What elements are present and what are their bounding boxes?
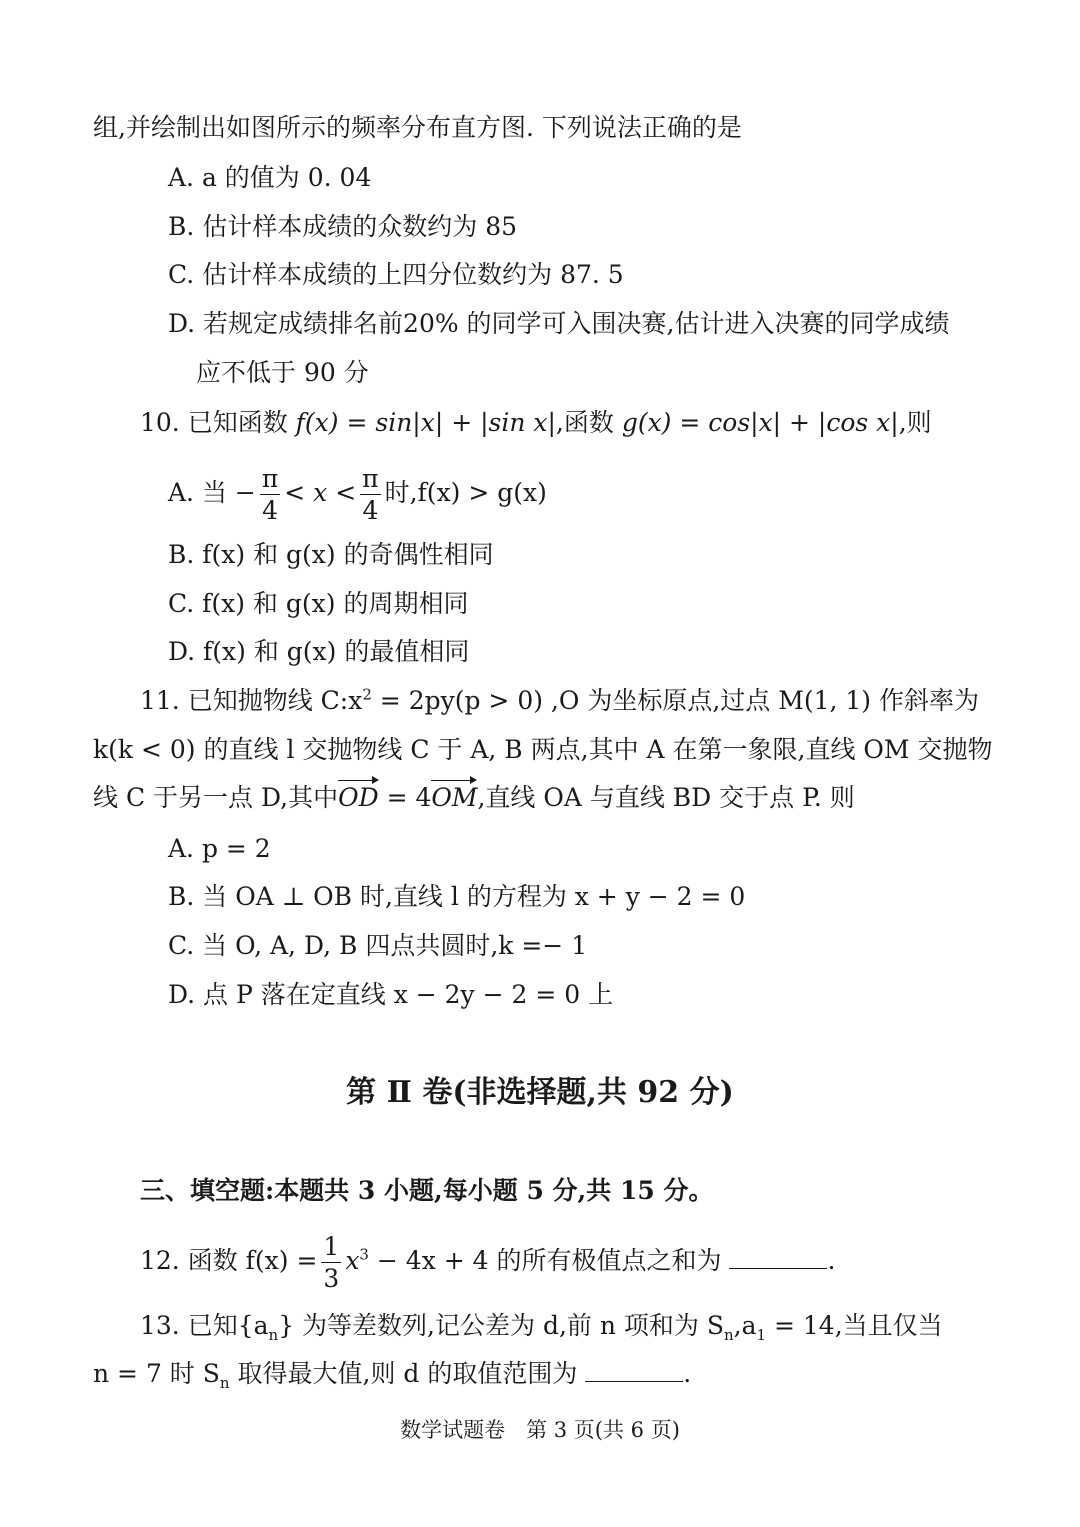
subscript-n: n [723,1326,734,1344]
q11-line3-c: ,直线 OA 与直线 BD 交于点 P. 则 [477,783,855,812]
q13-line1-d: = 14,当且仅当 [766,1311,943,1340]
q10-option-c: C. f(x) 和 g(x) 的周期相同 [168,589,469,618]
q11-line3-a: 线 C 于另一点 D,其中 [93,783,339,812]
pi-over-4-fraction-left [260,466,280,523]
fraction-numerator: π [362,464,379,493]
q11-line1 [140,686,979,716]
fraction-numerator: 1 [323,1232,340,1261]
superscript-2: 2 [362,685,372,704]
pi-over-4-fraction-right [360,466,380,523]
q10-stem [140,408,932,438]
q10-option-a-suffix: 时,f(x) > g(x) [384,478,547,507]
q9-option-c: C. 估计样本成绩的上四分位数约为 87. 5 [168,260,624,289]
q12-prefix: 12. 函数 f(x) = [140,1246,318,1275]
q13-end: . [683,1359,692,1388]
q12-answer-blank[interactable] [729,1246,827,1269]
q13-line2 [93,1359,692,1392]
fraction-denominator: 4 [362,496,379,525]
q11-line2: k(k < 0) 的直线 l 交抛物线 C 于 A, B 两点,其中 A 在第一象限,直线 OM 交抛物 [93,735,993,764]
fraction-denominator: 3 [323,1264,340,1293]
q9-option-b: B. 估计样本成绩的众数约为 85 [168,212,518,241]
q13-line1 [140,1311,943,1344]
superscript-3: 3 [359,1245,369,1264]
q10-option-b: B. f(x) 和 g(x) 的奇偶性相同 [168,540,494,569]
q11-option-c: C. 当 O, A, D, B 四点共圆时,k =− 1 [168,931,588,960]
q13-answer-blank[interactable] [585,1359,683,1382]
subscript-n: n [219,1374,230,1392]
q13-line1-a: 13. 已知{a [140,1311,269,1340]
q10-inequality: < x < [284,478,357,507]
q10-option-a-prefix: A. 当 − [168,478,256,507]
q11-line1-b: = 2py(p > 0) ,O 为坐标原点,过点 M(1, 1) 作斜率为 [371,686,979,715]
q12-variable-x: x [345,1246,360,1275]
q13-line2-a: n = 7 时 S [93,1359,220,1388]
q11-line1-a: 11. 已知抛物线 C:x [140,686,363,715]
fraction-denominator: 4 [262,496,279,525]
q11-option-a: A. p = 2 [168,834,271,863]
one-third-fraction [321,1234,341,1291]
q10-g-definition: g(x) = cos|x| + |cos x| [621,408,899,437]
section-title: 第 Ⅱ 卷(非选择题,共 92 分) [346,1075,734,1110]
q13-line2-b: 取得最大值,则 d 的取值范围为 [229,1359,578,1388]
q9-option-d-line1: D. 若规定成绩排名前20% 的同学可入围决赛,估计进入决赛的同学成绩 [168,309,950,338]
q10-option-d: D. f(x) 和 g(x) 的最值相同 [168,637,470,666]
q10-f-definition: f(x) = sin|x| + |sin x| [295,408,556,437]
q9-option-d-line2: 应不低于 90 分 [196,358,369,387]
vector-od: OD [338,783,379,812]
vector-om: OM [431,783,478,812]
q13-line1-b: } 为等差数列,记公差为 d,前 n 项和为 S [278,1311,724,1340]
q12 [140,1234,835,1291]
q11-option-b: B. 当 OA ⊥ OB 时,直线 l 的方程为 x + y − 2 = 0 [168,882,746,911]
q11-line3-b: = 4 [378,783,432,812]
q10-option-a [168,466,547,523]
q10-stem-b: ,函数 [555,408,614,437]
subscript-1: 1 [756,1326,767,1344]
part3-heading: 三、填空题:本题共 3 小题,每小题 5 分,共 15 分。 [140,1176,714,1205]
q9-option-a: A. a 的值为 0. 04 [168,163,372,192]
q10-stem-c: ,则 [898,408,932,437]
page-footer: 数学试题卷 第 3 页(共 6 页) [400,1418,680,1442]
q11-line3 [93,783,855,813]
q10-stem-a: 10. 已知函数 [140,408,288,437]
q11-option-d: D. 点 P 落在定直线 x − 2y − 2 = 0 上 [168,980,614,1009]
fraction-numerator: π [261,464,279,493]
intro-text: 组,并绘制出如图所示的频率分布直方图. 下列说法正确的是 [93,113,742,142]
q12-suffix: − 4x + 4 的所有极值点之和为 [368,1246,722,1275]
subscript-n: n [268,1326,279,1344]
q12-end: . [827,1246,836,1275]
q13-line1-c: ,a [733,1311,757,1340]
